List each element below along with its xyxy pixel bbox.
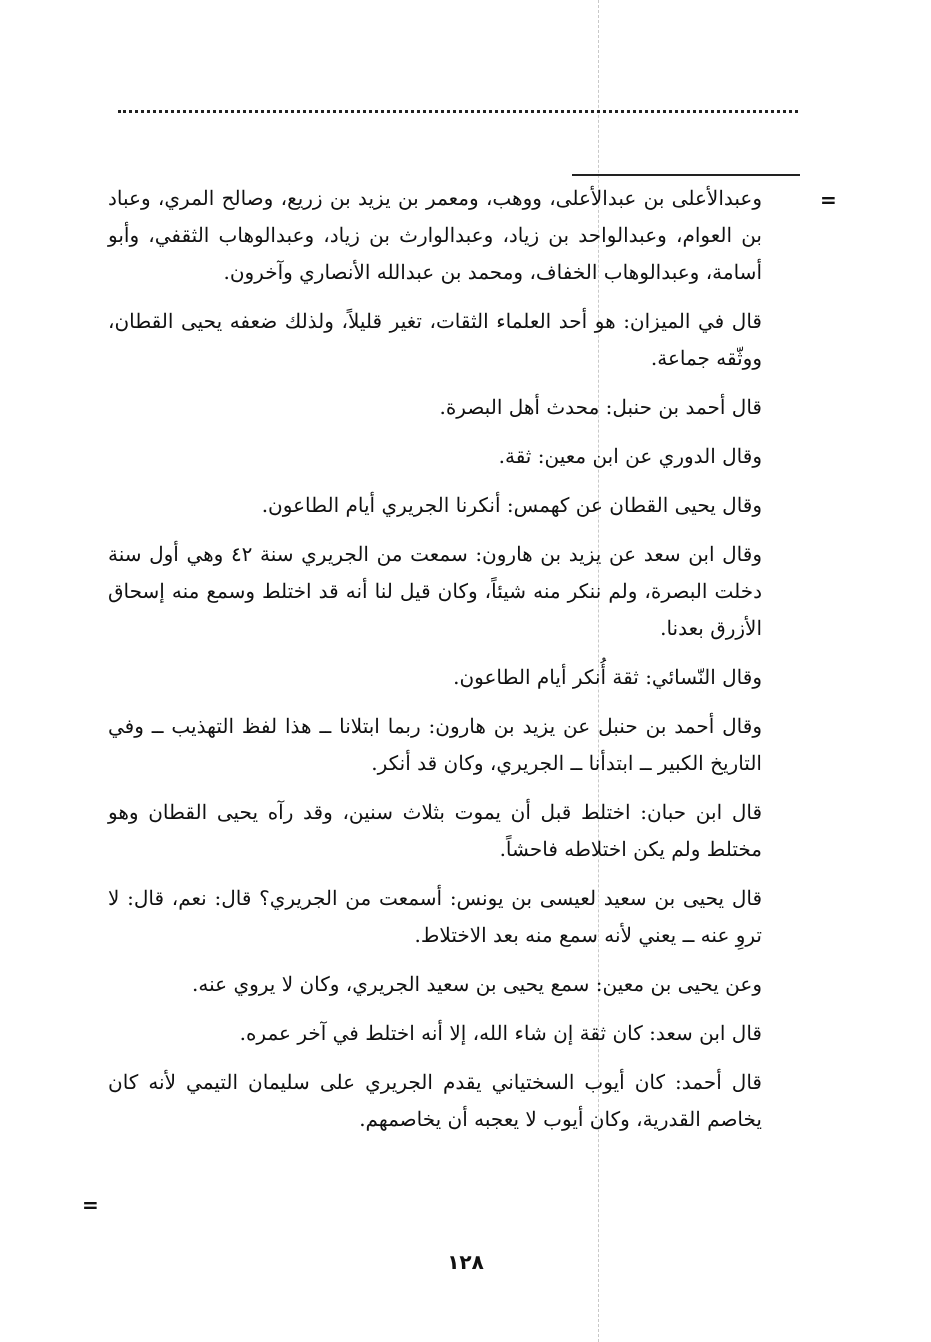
paragraph: وعن يحيى بن معين: سمع يحيى بن سعيد الجريري، وكان لا يروي عنه. (192, 972, 762, 996)
dotted-separator (118, 110, 798, 113)
continuation-mark-bottom: = (82, 1193, 99, 1217)
paragraph: وقال ابن سعد عن يزيد بن هارون: سمعت من الجريري سنة ٤٢ وهي أول سنة دخلت البصرة، ولم ننكر منه شيئاً، وكان قيل لنا أنه قد اختلط وسمع منه إسحاق الأزرق بعدنا. (108, 542, 762, 640)
paragraph: قال ابن سعد: كان ثقة إن شاء الله، إلا أنه اختلط في آخر عمره. (239, 1021, 762, 1045)
paragraph: وعبدالأعلى بن عبدالأعلى، ووهب، ومعمر بن يزيد بن زريع، وصالح المري، وعباد بن العوام، وعبدالواحد بن زياد، وعبدالوارث بن زياد، وعبدالوهاب الثقفي، وأبو أسامة، وعبدالوهاب الخفاف، ومحمد بن عبدالله الأنصاري وآخرون. (108, 186, 762, 284)
paragraph: قال أحمد: كان أيوب السختياني يقدم الجريري على سليمان التيمي لأنه كان يخاصم القدرية، وكان أيوب لا يعجبه أن يخاصمهم. (108, 1070, 762, 1131)
page-number: ١٢٨ (447, 1250, 484, 1274)
footnote-text (108, 180, 762, 1150)
paragraph: قال ابن حبان: اختلط قبل أن يموت بثلاث سنين، وقد رآه يحيى القطان وهو مختلط ولم يكن اختلاطه فاحشاً. (108, 800, 762, 861)
paragraph: وقال النّسائي: ثقة أُنكر أيام الطاعون. (453, 665, 762, 689)
paragraph: وقال أحمد بن حنبل عن يزيد بن هارون: ربما ابتلانا ــ هذا لفظ التهذيب ــ وفي التاريخ الكبير ــ ابتدأنا ــ الجريري، وكان قد أنكر. (108, 714, 762, 775)
paragraph: قال يحيى بن سعيد لعيسى بن يونس: أسمعت من الجريري؟ قال: نعم، قال: لا تروِ عنه ــ يعني لأنه سمع منه بعد الاختلاط. (108, 886, 762, 947)
footnote-rule (572, 174, 800, 176)
paragraph: قال في الميزان: هو أحد العلماء الثقات، تغير قليلاً، ولذلك ضعفه يحيى القطان، ووثّقه جماعة. (108, 309, 762, 370)
paragraph: قال أحمد بن حنبل: محدث أهل البصرة. (439, 395, 762, 419)
continuation-mark-top: = (820, 188, 837, 212)
paragraph: وقال يحيى القطان عن كهمس: أنكرنا الجريري أيام الطاعون. (261, 493, 762, 517)
paragraph: وقال الدوري عن ابن معين: ثقة. (498, 444, 762, 468)
